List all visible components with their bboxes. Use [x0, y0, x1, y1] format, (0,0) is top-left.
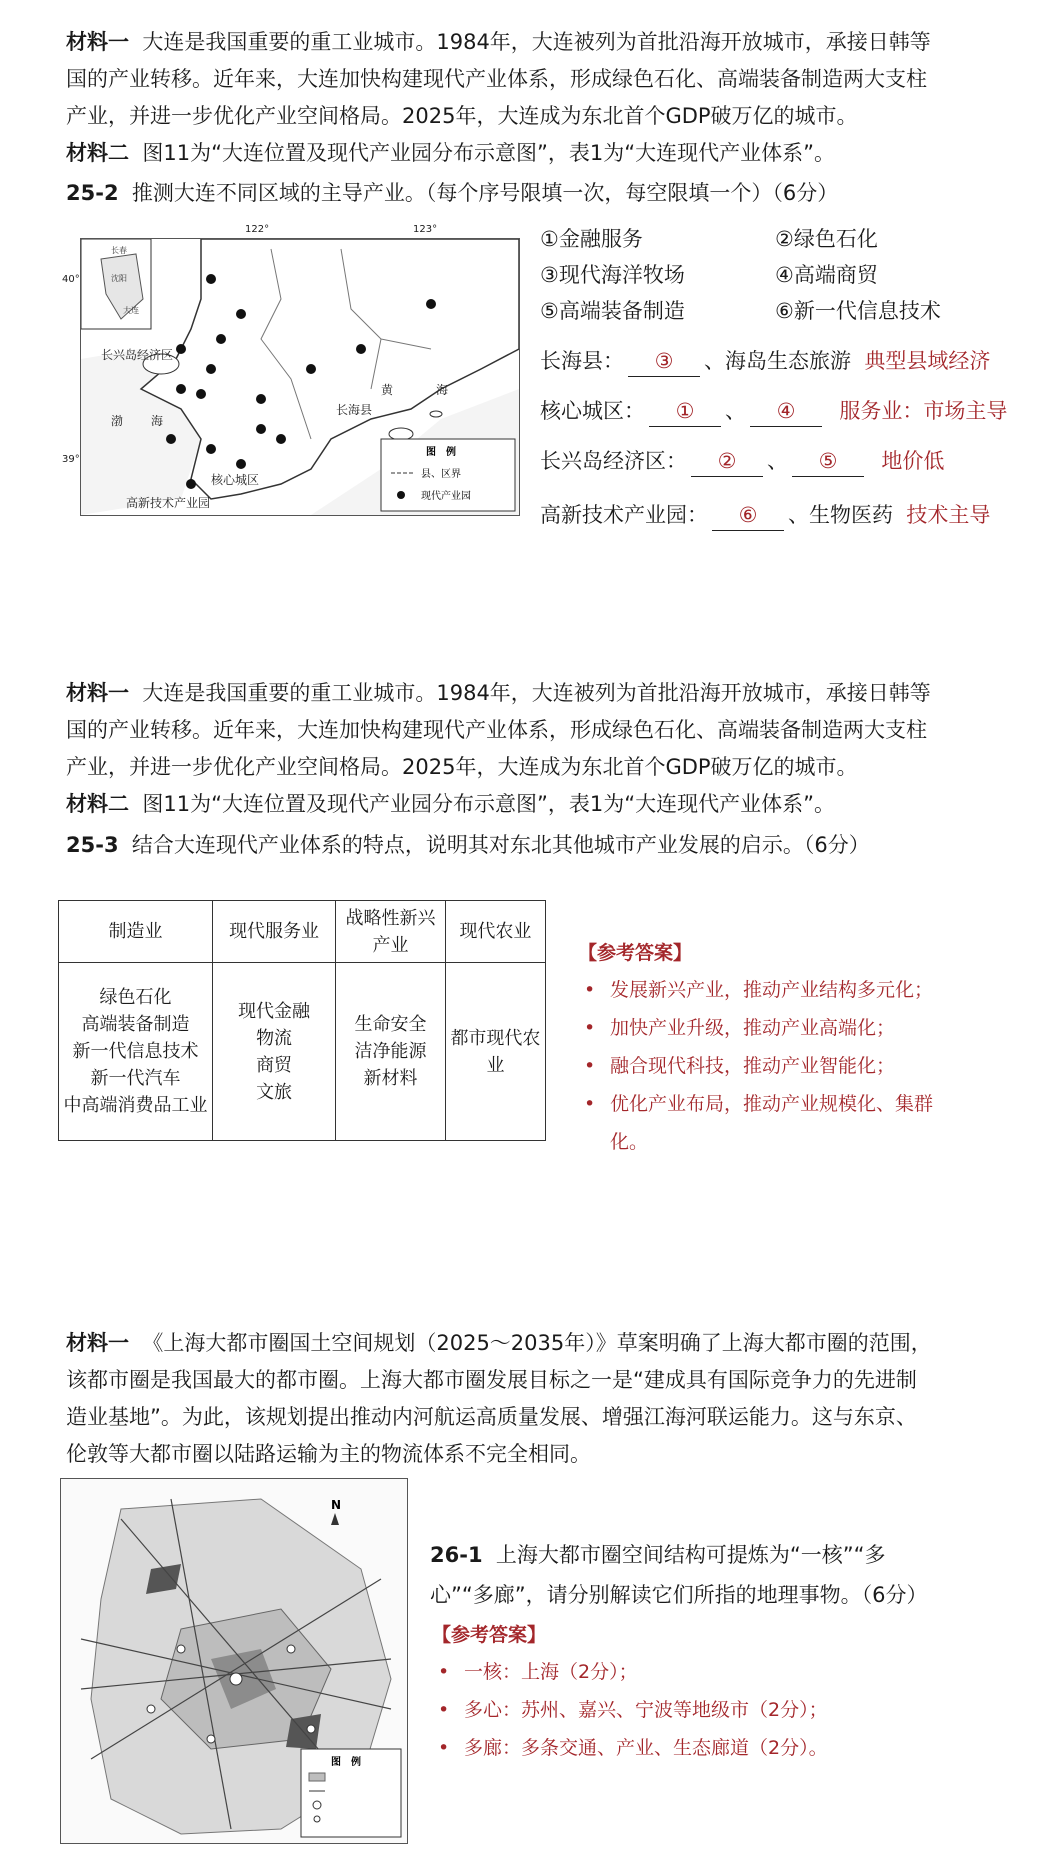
cell-item: 新材料	[363, 1068, 418, 1089]
park-marker	[196, 389, 206, 399]
material-two-text: 图11为“大连位置及现代产业园分布示意图”，表1为“大连现代产业体系”。	[142, 792, 835, 816]
label-bohai-1: 渤	[111, 414, 124, 428]
answer-key: 一核：	[464, 1661, 522, 1683]
material-one-label: 材料一	[66, 30, 129, 54]
question-text: 心”“多廊”，请分别解读它们所指的地理事物。（6分）	[430, 1583, 928, 1607]
shanghai-metro-map	[60, 1478, 408, 1844]
option-6: ⑥新一代信息技术	[775, 299, 941, 323]
fill-label: 高新技术产业园：	[540, 503, 708, 527]
park-marker	[176, 384, 186, 394]
cell-item: 商贸	[256, 1054, 293, 1076]
material-one-line: 产业，并进一步优化产业空间格局。2025年，大连成为东北首个GDP破万亿的城市。	[66, 104, 858, 128]
table-header: 现代农业	[445, 901, 545, 963]
table-header: 现代服务业	[212, 901, 335, 963]
material-two-label: 材料二	[66, 792, 129, 816]
park-marker	[426, 299, 436, 309]
inset-label-shenyang: 沈阳	[111, 274, 127, 283]
park-marker	[276, 434, 286, 444]
answer-item	[432, 1729, 992, 1767]
north-arrow-label: N	[331, 1498, 342, 1512]
cell-item: 现代金融	[238, 1000, 311, 1022]
park-marker	[356, 344, 366, 354]
fill-sep: 、	[725, 399, 746, 423]
inset-label-dalian: 大连	[123, 306, 139, 315]
label-huanghai-2: 海	[436, 383, 449, 397]
legend-park: 现代产业园	[421, 491, 471, 502]
fill-core-city	[540, 396, 1007, 427]
cell-item: 新一代信息技术	[72, 1041, 199, 1062]
question-number: 26-1	[430, 1543, 483, 1567]
annotation-note: 地价低	[881, 449, 945, 473]
cell-item: 中高端消费品工业	[63, 1095, 208, 1116]
answer-value: 苏州、嘉兴、宁波等地级市（2分）；	[521, 1699, 828, 1721]
answer-blank: ⑤	[792, 446, 864, 477]
cell-item: 洁净能源	[354, 1041, 427, 1062]
material-one-label: 材料一	[66, 1331, 129, 1355]
answer-list	[432, 1653, 992, 1767]
answer-heading: 【参考答案】	[432, 1624, 547, 1646]
label-bohai-2: 海	[151, 414, 164, 428]
label-hitech-park: 高新技术产业园	[126, 496, 211, 510]
material-one-paragraph	[66, 24, 966, 172]
material-two-label: 材料二	[66, 141, 129, 165]
question-25-3	[66, 830, 870, 860]
reference-answer-25-3	[578, 938, 978, 1161]
industry-system-table	[58, 900, 546, 1141]
annotation-note: 技术主导	[906, 503, 991, 527]
option-1: ①金融服务	[540, 227, 643, 251]
fill-text: 、生物医药	[788, 503, 893, 527]
annotation-note: 服务业：市场主导	[839, 399, 1008, 423]
inset-label-changchun: 长春	[111, 246, 127, 255]
fill-label: 长兴岛经济区：	[540, 449, 687, 473]
table-cell-manufacturing	[59, 963, 213, 1141]
material-one-line: 《上海大都市圈国土空间规划（2025～2035年）》草案明确了上海大都市圈的范围，	[142, 1331, 932, 1355]
park-marker	[186, 479, 196, 489]
material-one-paragraph	[66, 1325, 966, 1473]
fill-label: 长海县：	[540, 349, 624, 373]
question-number: 25-3	[66, 833, 119, 857]
answer-item: • 融合现代科技，推动产业智能化；	[578, 1047, 978, 1085]
fill-text: 、海岛生态旅游	[704, 349, 851, 373]
cell-item: 物流	[256, 1027, 293, 1049]
answer-item	[432, 1653, 992, 1691]
material-one-line: 造业基地”。为此，该规划提出推动内河航运高质量发展、增强江海河联运能力。这与东京、	[66, 1405, 917, 1429]
cell-item: 都市现代农业	[450, 1027, 541, 1076]
option-3: ③现代海洋牧场	[540, 263, 685, 287]
label-huanghai-1: 黄	[381, 383, 394, 397]
annotation-note: 典型县域经济	[864, 349, 991, 373]
answer-item	[432, 1691, 992, 1729]
park-marker	[206, 274, 216, 284]
park-marker	[166, 434, 176, 444]
answer-value: 多条交通、产业、生态廊道（2分）。	[521, 1737, 828, 1759]
answer-value: 上海（2分）；	[521, 1661, 638, 1683]
park-marker	[206, 444, 216, 454]
question-text: 上海大都市圈空间结构可提炼为“一核”“多	[495, 1543, 886, 1567]
park-marker	[306, 364, 316, 374]
lat-40: 40°	[62, 274, 80, 285]
question-number: 25-2	[66, 181, 119, 205]
answer-key: 多廊：	[464, 1737, 522, 1759]
option-2: ②绿色石化	[775, 227, 878, 251]
material-one-line: 国的产业转移。近年来，大连加快构建现代产业体系，形成绿色石化、高端装备制造两大支柱	[66, 718, 927, 742]
lat-39: 39°	[62, 454, 80, 465]
answer-heading: 【参考答案】	[578, 942, 693, 964]
answer-key: 多心：	[464, 1699, 522, 1721]
table-header-row	[59, 901, 546, 963]
legend-title: 图 例	[331, 1757, 361, 1768]
answer-item: • 加快产业升级，推动产业高端化；	[578, 1009, 978, 1047]
answer-blank: ①	[649, 396, 721, 427]
cell-item: 文旅	[256, 1081, 293, 1103]
cell-item: 新一代汽车	[90, 1068, 181, 1089]
answer-list	[578, 971, 978, 1161]
park-marker	[256, 424, 266, 434]
fill-label: 核心城区：	[540, 399, 645, 423]
answer-blank: ②	[691, 446, 763, 477]
material-one-line: 产业，并进一步优化产业空间格局。2025年，大连成为东北首个GDP破万亿的城市。	[66, 755, 858, 779]
material-one-line: 国的产业转移。近年来，大连加快构建现代产业体系，形成绿色石化、高端装备制造两大支柱	[66, 67, 927, 91]
table-header: 制造业	[59, 901, 213, 963]
cell-item: 生命安全	[354, 1014, 427, 1035]
label-core-city: 核心城区	[211, 473, 260, 487]
dalian-map	[80, 238, 520, 516]
park-marker	[216, 334, 226, 344]
fill-changhai	[540, 346, 990, 377]
material-one-line: 大连是我国重要的重工业城市。1984年，大连被列为首批沿海开放城市，承接日韩等	[142, 30, 931, 54]
shanghai-map-svg	[61, 1479, 407, 1843]
label-changhai: 长海县	[336, 403, 373, 417]
fill-changxing	[540, 446, 944, 477]
question-26-1	[430, 1535, 1020, 1615]
table-row	[59, 963, 546, 1141]
question-25-2	[66, 178, 838, 208]
option-4: ④高端商贸	[775, 263, 878, 287]
label-changxing: 长兴岛经济区	[101, 348, 174, 362]
answer-item: • 优化产业布局，推动产业规模化、集群化。	[578, 1085, 940, 1161]
answer-blank: ⑥	[712, 500, 784, 531]
dalian-map-svg	[81, 239, 519, 515]
table-cell-agriculture	[445, 963, 545, 1141]
cell-item: 绿色石化	[99, 987, 172, 1008]
table-cell-services	[212, 963, 335, 1141]
table-header: 战略性新兴产业	[336, 901, 446, 963]
material-one-line: 伦敦等大都市圈以陆路运输为主的物流体系不完全相同。	[66, 1442, 591, 1466]
legend-title: 图 例	[426, 447, 456, 458]
fill-hitech	[540, 500, 990, 531]
material-two-text: 图11为“大连位置及现代产业园分布示意图”，表1为“大连现代产业体系”。	[142, 141, 835, 165]
material-one-line: 大连是我国重要的重工业城市。1984年，大连被列为首批沿海开放城市，承接日韩等	[142, 681, 931, 705]
fill-sep: 、	[767, 449, 788, 473]
material-one-label: 材料一	[66, 681, 129, 705]
park-marker	[236, 459, 246, 469]
cell-item: 高端装备制造	[81, 1014, 190, 1035]
lon-122: 122°	[245, 224, 270, 235]
park-marker	[206, 364, 216, 374]
table-cell-strategic	[336, 963, 446, 1141]
park-marker	[176, 344, 186, 354]
lon-123: 123°	[413, 224, 438, 235]
answer-blank: ③	[628, 346, 700, 377]
question-text: 结合大连现代产业体系的特点，说明其对东北其他城市产业发展的启示。（6分）	[131, 833, 870, 857]
option-5: ⑤高端装备制造	[540, 299, 685, 323]
reference-answer-26-1	[432, 1620, 992, 1767]
material-one-line: 该都市圈是我国最大的都市圈。上海大都市圈发展目标之一是“建成具有国际竞争力的先进制	[66, 1368, 917, 1392]
question-text: 推测大连不同区域的主导产业。（每个序号限填一次，每空限填一个）（6分）	[131, 181, 839, 205]
answer-item: • 发展新兴产业，推动产业结构多元化；	[578, 971, 978, 1009]
material-one-paragraph	[66, 675, 966, 823]
park-marker	[256, 394, 266, 404]
legend-boundary: 县、区界	[421, 469, 461, 480]
park-marker	[236, 309, 246, 319]
answer-blank: ④	[750, 396, 822, 427]
